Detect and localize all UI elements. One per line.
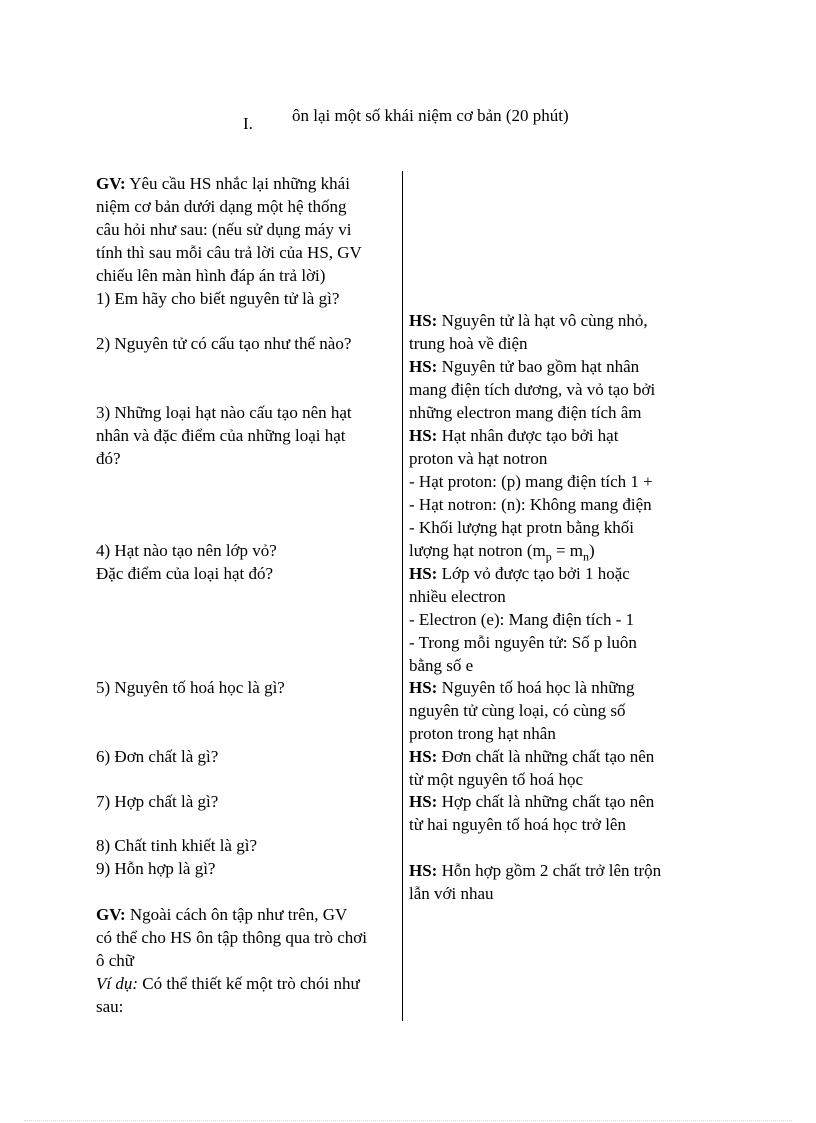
intro-line: câu hỏi như sau: (nếu sử dụng máy vi [96, 220, 352, 239]
answer-5 [409, 676, 699, 745]
outro-line: có thể cho HS ôn tập thông qua trò chơi [96, 928, 368, 947]
section-heading [0, 104, 816, 132]
answer-line: - Khối lượng hạt protn bằng khối [409, 518, 635, 537]
answer-line: những electron mang điện tích âm [409, 403, 642, 422]
question-8-text: 8) Chất tinh khiết là gì? [96, 836, 257, 855]
answer-line: Nguyên tử bao gồm hạt nhân [437, 357, 640, 376]
gv-label: GV: [96, 174, 126, 193]
teacher-intro [96, 172, 400, 310]
answer-line-mass [409, 539, 699, 562]
mass-equals: = m [551, 541, 584, 560]
answer-3 [409, 424, 699, 562]
answer-line: bằng số e [409, 656, 474, 675]
hs-label: HS: [409, 564, 438, 583]
answer-line: từ hai nguyên tố hoá học trở lên [409, 815, 626, 834]
question-3-line: đó? [96, 449, 121, 468]
answer-line: - Electron (e): Mang điện tích - 1 [409, 610, 635, 629]
hs-label: HS: [409, 357, 438, 376]
section-title: ôn lại một số khái niệm cơ bản (20 phút) [292, 106, 569, 125]
question-6 [96, 745, 400, 768]
answer-9 [409, 859, 699, 905]
answer-line: - Trong mỗi nguyên tử: Số p luôn [409, 633, 637, 652]
answer-2 [409, 355, 699, 424]
answer-line: Lớp vỏ được tạo bởi 1 hoặc [437, 564, 630, 583]
answer-line: Hỗn hợp gồm 2 chất trở lên trộn [437, 861, 662, 880]
question-7 [96, 790, 400, 813]
intro-line: tính thì sau mỗi câu trả lời của HS, GV [96, 243, 362, 262]
question-3 [96, 401, 400, 470]
answer-4 [409, 562, 699, 677]
example-line: sau: [96, 997, 124, 1016]
outro-line: Ngoài cách ôn tập như trên, GV [125, 905, 348, 924]
answer-line: nhiều electron [409, 587, 506, 606]
question-9-text: 9) Hỗn hợp là gì? [96, 859, 216, 878]
question-2 [96, 332, 400, 355]
question-5 [96, 676, 400, 699]
gv-label: GV: [96, 905, 126, 924]
question-4 [96, 539, 400, 585]
answer-line: proton và hạt notron [409, 449, 548, 468]
outro-line: ô chữ [96, 951, 135, 970]
mass-prefix: lượng hạt notron (m [409, 541, 546, 560]
answer-line: Hạt nhân được tạo bởi hạt [437, 426, 619, 445]
answer-line: - Hạt notron: (n): Không mang điện [409, 495, 652, 514]
answer-line: Đơn chất là những chất tạo nên [437, 747, 655, 766]
answer-line: từ một nguyên tố hoá học [409, 770, 583, 789]
answer-line: trung hoà về điện [409, 334, 528, 353]
question-4-line: Đặc điểm của loại hạt đó? [96, 564, 274, 583]
hs-label: HS: [409, 747, 438, 766]
section-number: I. [243, 114, 253, 133]
question-4-line: 4) Hạt nào tạo nên lớp vỏ? [96, 541, 277, 560]
intro-line: Yêu cầu HS nhắc lại những khái [125, 174, 350, 193]
hs-label: HS: [409, 426, 438, 445]
intro-line: niệm cơ bản dưới dạng một hệ thống [96, 197, 347, 216]
answer-line: proton trong hạt nhân [409, 724, 556, 743]
hs-label: HS: [409, 678, 438, 697]
answer-line: lẫn với nhau [409, 884, 494, 903]
column-divider [402, 171, 403, 1021]
example-line: Có thể thiết kế một trò chói như [138, 974, 360, 993]
answer-line: mang điện tích dương, và vỏ tạo bởi [409, 380, 656, 399]
answer-line: Hợp chất là những chất tạo nên [437, 792, 655, 811]
question-5-text: 5) Nguyên tố hoá học là gì? [96, 678, 285, 697]
hs-label: HS: [409, 792, 438, 811]
hs-label: HS: [409, 311, 438, 330]
answer-7 [409, 790, 699, 836]
answer-6 [409, 745, 699, 791]
page-footer-rule [24, 1120, 792, 1121]
answer-line: Nguyên tố hoá học là những [437, 678, 635, 697]
question-8-9 [96, 834, 400, 880]
answer-line: - Hạt proton: (p) mang điện tích 1 + [409, 472, 653, 491]
question-7-text: 7) Hợp chất là gì? [96, 792, 219, 811]
example-label: Ví dụ: [96, 974, 139, 993]
question-3-line: nhân và đặc điểm của những loại hạt [96, 426, 346, 445]
teacher-outro [96, 903, 400, 1018]
answer-line: Nguyên tử là hạt vô cùng nhỏ, [437, 311, 648, 330]
intro-line: chiếu lên màn hình đáp án trả lời) [96, 266, 326, 285]
mass-end: ) [589, 541, 595, 560]
subscript-p: p [545, 549, 552, 564]
answer-1 [409, 309, 699, 355]
question-1: 1) Em hãy cho biết nguyên tử là gì? [96, 289, 340, 308]
hs-label: HS: [409, 861, 438, 880]
answer-line: nguyên tử cùng loại, có cùng số [409, 701, 626, 720]
question-3-line: 3) Những loại hạt nào cấu tạo nên hạt [96, 403, 352, 422]
question-2-text: 2) Nguyên tử có cấu tạo như thế nào? [96, 334, 352, 353]
question-6-text: 6) Đơn chất là gì? [96, 747, 219, 766]
subscript-n: n [583, 549, 590, 564]
